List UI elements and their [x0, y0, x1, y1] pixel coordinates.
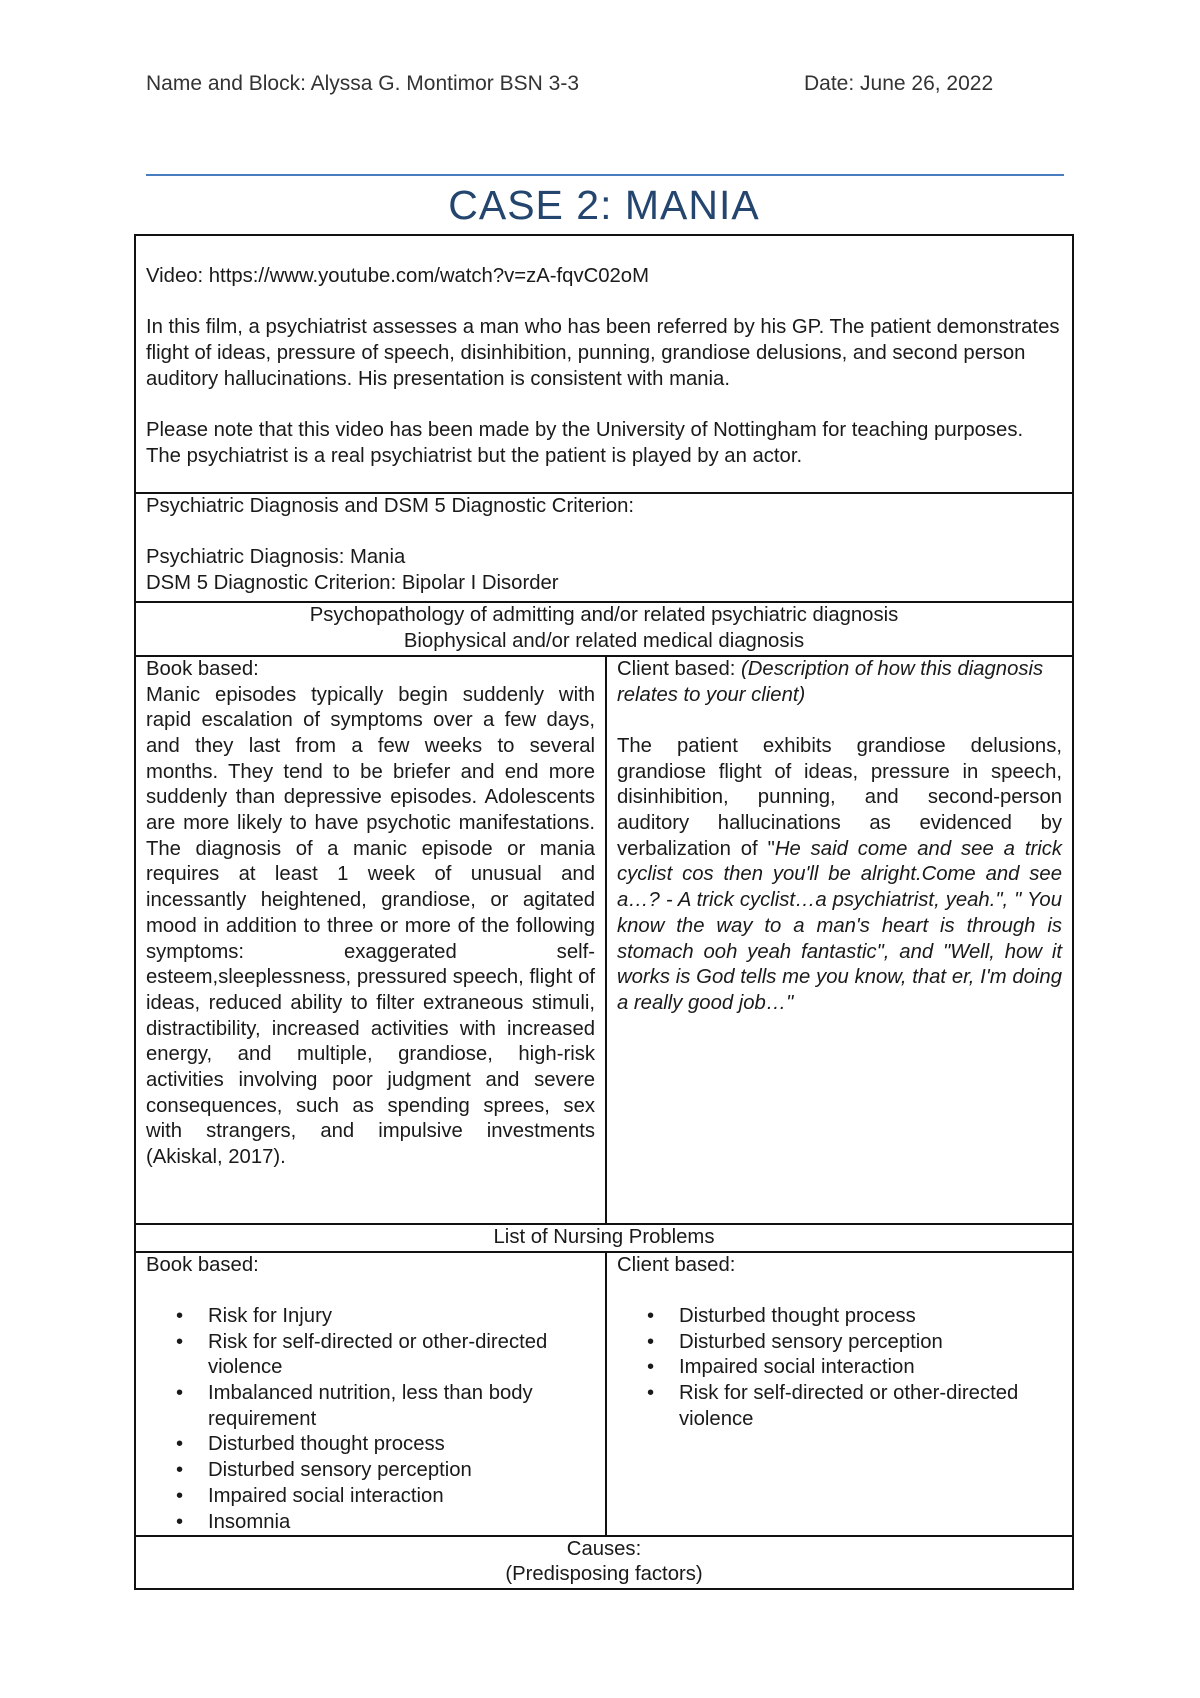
- nursing-client-label: Client based:: [617, 1253, 736, 1276]
- diagnosis-heading: Psychiatric Diagnosis and DSM 5 Diagnostic Criterion:: [146, 494, 635, 517]
- bullet-icon: •: [647, 1330, 655, 1353]
- causes-heading: Causes:: [566, 1537, 642, 1560]
- list-item: • Disturbed thought process: [679, 1304, 1062, 1330]
- bullet-icon: •: [176, 1304, 184, 1327]
- bullet-icon: •: [647, 1382, 655, 1404]
- book-based-label: Book based:: [146, 657, 259, 680]
- psychopathology-heading-line2: Biophysical and/or related medical diagnosis: [403, 630, 805, 653]
- book-based-column: [136, 657, 607, 1223]
- nursing-client-list: [617, 1304, 1062, 1433]
- list-item: • Impaired social interaction: [208, 1484, 595, 1510]
- client-based-heading: [617, 657, 1062, 708]
- nursing-book-list: [146, 1304, 595, 1535]
- causes-section: [136, 1535, 1072, 1588]
- dsm-criterion: DSM 5 Diagnostic Criterion: Bipolar I Disorder: [146, 571, 559, 594]
- diagnosis-section: [136, 492, 1072, 602]
- nursing-problems-heading: List of Nursing Problems: [136, 1223, 1072, 1251]
- bullet-icon: •: [176, 1510, 184, 1533]
- bullet-icon: •: [176, 1459, 184, 1482]
- intro-section: [136, 236, 1072, 492]
- list-item: • Impaired social interaction: [679, 1355, 1062, 1381]
- client-verbalization-quotes: He said come and see a trick cyclist cos then you'll be alright.Come and see a…? - A trick cyclist…a psychiatrist, yeah.", " You know the way to a man's heart is through is stomach ooh yeah fantastic", and "Well, how it works is God tells me you know, that er, I'm doing a really good job…": [617, 837, 1063, 1014]
- bullet-icon: •: [647, 1304, 655, 1327]
- video-link[interactable]: Video: https://www.youtube.com/watch?v=zA-fqvC02oM: [146, 265, 649, 287]
- nursing-problems-columns: [136, 1251, 1072, 1535]
- list-item: • Risk for Injury: [208, 1304, 595, 1330]
- client-based-column: [607, 657, 1072, 1223]
- list-item: • Disturbed thought process: [208, 1432, 595, 1458]
- nursing-book-column: [136, 1253, 607, 1535]
- case-table: [134, 234, 1074, 1590]
- book-based-text: Manic episodes typically begin suddenly with rapid escalation of symptoms over a few days, and they last from a few weeks to several months. They tend to be briefer and end more suddenly than depressive episodes. Adolescents are more likely to have psychotic manifestations. The diagnosis of a manic episode or mania requires at least 1 week of unusual and incessantly heightened, grandiose, or agitated mood in addition to three or more of the following symptoms: exaggerated self-esteem,sleeplessness, pressured speech, flight of ideas, reduced ability to filter extraneous stimuli, distractibility, increased activities with increased energy, and multiple, grandiose, high-risk activities involving poor judgment and severe consequences, such as spending sprees, sex with strangers, and impulsive investments (Akiskal, 2017).: [146, 683, 595, 1169]
- nursing-client-column: [607, 1253, 1072, 1535]
- bullet-icon: •: [176, 1484, 184, 1507]
- list-item: • Risk for self-directed or other-directed violence: [176, 1330, 548, 1379]
- list-item: • Risk for self-directed or other-directed violence: [647, 1382, 1019, 1430]
- psychopathology-heading-line1: Psychopathology of admitting and/or related psychiatric diagnosis: [309, 604, 899, 627]
- title-divider: [146, 174, 1064, 176]
- bullet-icon: •: [647, 1356, 655, 1379]
- intro-note: Please note that this video has been made by the University of Nottingham for teaching purposes. The psychiatrist is a real psychiatrist but the patient is played by an actor.: [146, 419, 1024, 467]
- nursing-book-label: Book based:: [146, 1253, 259, 1276]
- list-item: • Disturbed sensory perception: [208, 1458, 595, 1484]
- list-item: • Disturbed sensory perception: [679, 1330, 1062, 1356]
- page-title: CASE 2: MANIA: [448, 182, 760, 228]
- name-and-block: Name and Block: Alyssa G. Montimor BSN 3-3: [146, 72, 579, 95]
- client-based-label: Client based:: [617, 657, 736, 680]
- client-based-description: (Description of how this diagnosis relates to your client): [617, 657, 1044, 706]
- psychiatric-diagnosis: Psychiatric Diagnosis: Mania: [146, 545, 406, 568]
- date-field: Date: June 26, 2022: [804, 72, 994, 95]
- psychopathology-heading: [136, 601, 1072, 654]
- client-text-intro: The patient exhibits grandiose delusions, grandiose flight of ideas, pressure in speech, disinhibition, punning, and second-person auditory hallucinations as evidenced by verbalization of ": [617, 734, 1062, 860]
- psychopathology-columns: [136, 655, 1072, 1223]
- bullet-icon: •: [176, 1330, 184, 1353]
- bullet-icon: •: [176, 1382, 184, 1404]
- causes-subheading: (Predisposing factors): [505, 1563, 703, 1586]
- list-item: • Imbalanced nutrition, less than body requirement: [176, 1382, 533, 1430]
- list-item: • Insomnia: [208, 1510, 595, 1536]
- client-based-text: [617, 734, 1062, 1017]
- bullet-icon: •: [176, 1433, 184, 1456]
- intro-summary: In this film, a psychiatrist assesses a man who has been referred by his GP. The patient demonstrates flight of ideas, pressure of speech, disinhibition, punning, grandiose delusions, and second person auditory hallucinations. His presentation is consistent with mania.: [146, 316, 1060, 390]
